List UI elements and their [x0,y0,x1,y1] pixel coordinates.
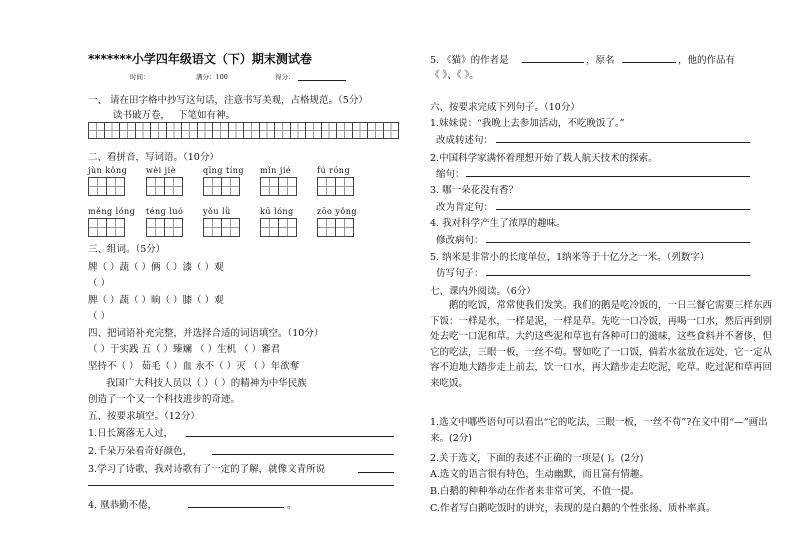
pinyin-answer-cell[interactable] [88,177,107,196]
tian-grid-cell[interactable] [197,122,214,139]
pinyin-answer-cell[interactable] [203,177,222,196]
s6-q1-blank[interactable] [496,142,750,143]
fill-q2: 2.千朵万朵看奇好颜色， [88,446,193,457]
fill-q2-blank[interactable] [212,454,394,455]
pinyin-answer-cell[interactable] [260,218,279,237]
reading-q1: 1.选文中哪些语句可以看出“它的吃法，三眼一板，一丝不苟”?在文中用“—”画出来。(2分) [430,417,768,444]
tian-grid-cell[interactable] [383,122,400,139]
word-group-row-1[interactable]: 牌（ ）蔬（ ）俩（ ）漆（ ）观 [88,262,224,273]
section-3-title: 三、组词。（5分） [88,244,166,255]
reading-q2-option-c[interactable]: C.作者写白鹅吃饭时的讲究，表现的是白鹅的个性张扬、质朴率真。 [430,503,716,514]
word-group-row-2b[interactable]: （ ） [88,311,111,322]
tian-grid-cell[interactable] [367,122,384,139]
copy-line-1: 读书破万卷， [113,110,171,121]
pinyin-answer-cell[interactable] [106,218,125,237]
s6-q3-blank[interactable] [496,209,750,210]
section-2-title: 二、看拼音，写词语。（10分） [88,152,219,163]
s6-q5-blank[interactable] [486,275,750,276]
s6-q1-prompt: 改成转述句： [436,135,494,146]
s6-q3-prompt: 改为肯定句： [436,202,494,213]
tian-grid-cell[interactable] [104,122,121,139]
s6-q4: 4. 我对科学产生了浓厚的趣味。 [430,218,566,229]
full-score: 满分：100 [196,73,228,81]
idiom-row-2[interactable]: 坚持不（ ） 茹毛（ ）血 永不（ ）灭 （ ）年欲奪 [88,361,300,372]
reading-q2: 2.关于选文，下面的表述不正确的一项是( )。(2分) [430,453,644,464]
fill-q1: 1.日长篱落无人过， [88,428,174,439]
pinyin-answer-cell[interactable] [260,177,279,196]
pinyin-answer-cell[interactable] [221,218,240,237]
s6-q2-prompt: 缩句： [436,169,465,180]
r5-q-line1c: ，他的作品有 [678,55,736,66]
fill-q3: 3.学习了诗歌，我对诗歌有了一定的了解，就像文青所说 [88,464,326,475]
tian-grid-cell[interactable] [150,122,167,139]
s6-q4-prompt: 修改病句： [436,235,484,246]
fill-q4-blank[interactable] [188,507,284,508]
s6-q2-blank[interactable] [466,176,750,177]
tian-grid-cell[interactable] [228,122,245,139]
time-label: 时间： [130,73,150,81]
section-1-title: 一、 请在田字格中抄写这句话，注意书写美观，占格规范。（5分） [88,95,368,106]
pinyin-answer-cell[interactable] [335,218,354,237]
pinyin-answer-cell[interactable] [278,218,297,237]
pinyin-answer-cell[interactable] [317,218,336,237]
pinyin-answer-cell[interactable] [146,218,165,237]
pinyin-label: jùn kǒng [88,166,128,175]
tian-grid-cell[interactable] [352,122,369,139]
tian-grid-cell[interactable] [119,122,136,139]
pinyin-label: zōo yǒng [317,207,357,216]
fill-q3-blank-2[interactable] [88,485,394,486]
s6-q1: 1.妹妹说：“我晚上去参加活动，不吃晚饭了。” [430,118,625,129]
fill-q4-end: 。 [287,500,297,511]
fill-q3-blank[interactable] [358,472,394,473]
idiom-row-1[interactable]: （ ）于实践 五（ ）臻斓 （ ）生机 （ ）審君 [88,344,281,355]
idiom-fill-sentence-2: 创造了一个又一个科技进步的奇迹。 [88,394,241,405]
pinyin-answer-cell[interactable] [203,218,222,237]
tian-grid-cell[interactable] [259,122,276,139]
score-blank[interactable] [298,80,346,81]
fill-q4: 4. 凰恭勤不倦， [88,500,158,511]
tian-grid-cell[interactable] [181,122,198,139]
pinyin-answer-cell[interactable] [317,177,336,196]
s6-q5: 5. 纳米是非常小的长度单位，1纳米等于十亿分之一米。（列数字） [430,252,710,263]
s6-q3: 3. 哪一朵花没有香？ [430,185,519,196]
reading-passage: 鹅的吃饭，常常使我们发笑。我们的鹅是吃冷饭的，一日三餐它需要三样东西下饭：一样是水，一样是泥，一样是草。先吃一口冷饭，再喝一口水，然后再到别处去吃一口泥和草。大约这些泥和草也有各种可口的滋味，这些食料并不奢侈，但它的吃法，三眼一板，一丝不苟。譬如吃了一口饭，倘若水盆放在远处，它一定从容不迫地大踏步走上前去，饮一口水，再大踏步走去吃泥，吃草。吃过泥和草再回来吃饭。 [430,300,773,389]
score-label: 得分： [275,73,295,81]
pinyin-answer-cell[interactable] [335,177,354,196]
section-7-title: 七、课内外阅读。（6分） [430,286,536,297]
word-group-row-2[interactable]: 脾（ ）蔬（ ）晌（ ）膝（ ）观 [88,295,224,306]
r5-works-blank[interactable]: 《 》、《 》。 [430,70,479,81]
pinyin-label: kū lóng [260,207,294,216]
r5-author-blank[interactable] [522,62,584,63]
tian-grid-cell[interactable] [212,122,229,139]
fill-q1-blank[interactable] [186,436,394,437]
tian-grid-cell[interactable] [274,122,291,139]
pinyin-answer-cell[interactable] [164,218,183,237]
tian-grid-cell[interactable] [336,122,353,139]
pinyin-label: yǒu lǜ [203,207,231,216]
pinyin-answer-cell[interactable] [146,177,165,196]
s6-q2: 2.中国科学家满怀着理想开始了载人航天技术的探索。 [430,153,658,164]
pinyin-label: wèi jiè [146,166,176,175]
pinyin-answer-cell[interactable] [106,177,125,196]
word-group-row-1b[interactable]: （ ） [88,278,111,289]
pinyin-label: měng lóng [88,207,136,216]
r5-q-line1: 5. 《猫》的作者是 [430,55,509,66]
s6-q4-blank[interactable] [486,242,750,243]
r5-name-blank[interactable] [622,62,676,63]
reading-q2-option-b[interactable]: B.白鹅的种种举动在作者来非常可笑，不值一提。 [430,486,640,497]
tian-grid-cell[interactable] [290,122,307,139]
section-5-title: 五、按要求填空。（12分） [88,411,200,422]
s6-q5-prompt: 仿写句子： [436,268,484,279]
tian-grid-cell[interactable] [243,122,260,139]
pinyin-answer-cell[interactable] [221,177,240,196]
pinyin-label: qīng tíng [203,166,245,175]
tian-grid-cell[interactable] [135,122,152,139]
pinyin-label: mǐn jié [260,166,292,175]
pinyin-answer-cell[interactable] [164,177,183,196]
pinyin-answer-cell[interactable] [278,177,297,196]
reading-q2-option-a[interactable]: A.选文的语言很有特色，生动幽默，而且富有情趣。 [430,469,649,480]
pinyin-label: fú róng [317,166,351,175]
pinyin-label: téng luó [146,207,184,216]
copy-line-2: 下笔如有神。 [178,110,236,121]
tian-grid-cell[interactable] [166,122,183,139]
tian-grid-cell[interactable] [321,122,338,139]
tian-grid-cell[interactable] [88,122,105,139]
pinyin-answer-cell[interactable] [88,218,107,237]
section-4-title: 四、把词语补充完整，并选择合适的词语填空。（10分） [88,328,324,339]
idiom-fill-sentence[interactable]: 我国广大科技人员以（ ）（ ）的精神为中华民族 [106,378,307,389]
page-title: *******小学四年级语文（下）期末测试卷 [88,52,312,66]
r5-q-line1b: ，原名 [586,55,615,66]
section-6-title: 六、按要求完成下列句子。（10分） [430,102,580,113]
tian-grid-cell[interactable] [305,122,322,139]
